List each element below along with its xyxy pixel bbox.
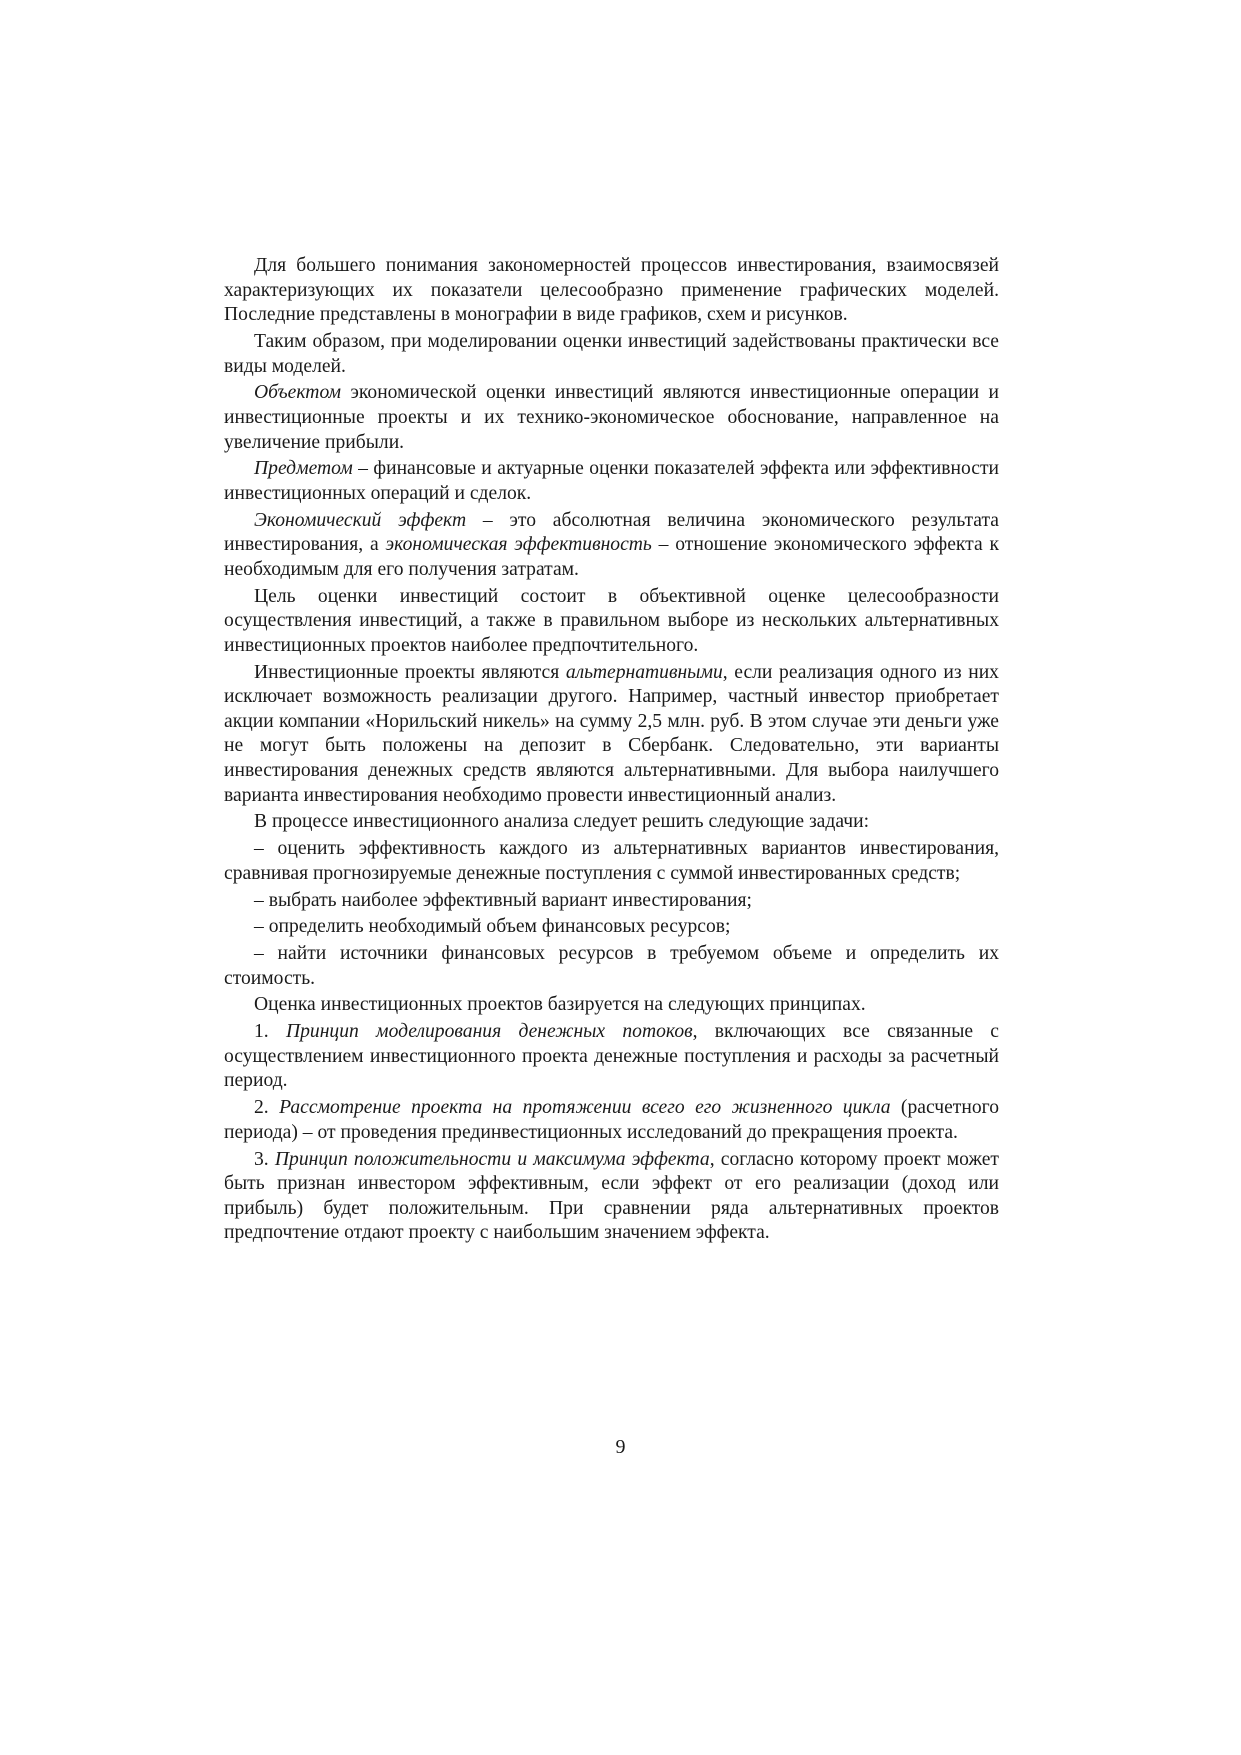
- text-run: – финансовые и актуарные оценки показателей эффекта или эффективности инвестиционных операций и сделок.: [224, 458, 999, 504]
- text-run: 3.: [254, 1148, 275, 1170]
- list-item: [224, 889, 999, 914]
- text-run: – это абсолютная величина экономического результата инвестирования, а: [224, 509, 999, 556]
- text-run: (расчетного периода) – от проведения прединвестиционных исследований до прекращения проекта.: [224, 1097, 999, 1143]
- italic-term: экономическая эффективность: [385, 534, 652, 556]
- paragraph: [224, 330, 999, 379]
- paragraph: [224, 254, 999, 328]
- text-run: В процессе инвестиционного анализа следует решить следующие задачи:: [254, 811, 870, 833]
- text-run: , согласно которому проект может быть признан инвестором эффективным, если эффект от его реализации (доход или прибыль) будет положительным. При сравнении ряда альтернативных проектов предпочтение отдают проекту с наибольшим значением эффекта.: [224, 1148, 999, 1244]
- italic-term: альтернативными: [565, 661, 723, 683]
- italic-term: Рассмотрение проекта на протяжении всего его жизненного цикла: [279, 1097, 891, 1119]
- paragraph: [224, 381, 999, 455]
- italic-term: Объектом: [254, 382, 341, 404]
- paragraph: [224, 661, 999, 809]
- italic-term: Предметом: [254, 458, 353, 480]
- paragraph: [224, 1148, 999, 1246]
- text-run: Таким образом, при моделировании оценки инвестиций задействованы практически все виды моделей.: [224, 330, 999, 377]
- text-run: Инвестиционные проекты являются: [254, 661, 566, 683]
- text-run: Цель оценки инвестиций состоит в объективной оценке целесообразности осуществления инвестиций, а также в правильном выборе из нескольких альтернативных инвестиционных проектов наиболее предпочтительного.: [224, 585, 999, 656]
- text-run: , если реализация одного из них исключает возможность реализации другого. Например, частный инвестор приобретает акции компании «Норильский никель» на сумму 2,5 млн. руб. В этом случае эти деньги уже не могут быть положены на депозит в Сбербанк. Следовательно, эти варианты инвестирования денежных средств являются альтернативными. Для выбора наилучшего варианта инвестирования необходимо провести инвестиционный анализ.: [224, 661, 999, 806]
- paragraph: [224, 509, 999, 583]
- text-run: – определить необходимый объем финансовых ресурсов;: [254, 916, 731, 938]
- text-run: – найти источники финансовых ресурсов в требуемом объеме и определить их стоимость.: [224, 943, 999, 989]
- paragraph: [224, 1020, 999, 1094]
- paragraph: [224, 1096, 999, 1145]
- text-run: Для большего понимания закономерностей процессов инвестирования, взаимосвязей характеризующих их показатели целесообразно применение графических моделей. Последние представлены в монографии в виде графиков, схем и рисунков.: [224, 255, 999, 326]
- italic-term: Принцип моделирования денежных потоков: [285, 1021, 693, 1043]
- paragraph: [224, 585, 999, 659]
- page-number: 9: [615, 1436, 626, 1458]
- italic-term: Принцип положительности и максимума эффекта: [274, 1148, 710, 1170]
- text-run: , включающих все связанные с осуществлением инвестиционного проекта денежные поступления и расходы за расчетный период.: [224, 1021, 999, 1092]
- text-run: – оценить эффективность каждого из альтернативных вариантов инвестирования, сравнивая прогнозируемые денежные поступления с суммой инвестированных средств;: [224, 838, 999, 884]
- list-item: [224, 837, 999, 886]
- text-run: – выбрать наиболее эффективный вариант инвестирования;: [254, 889, 752, 911]
- text-run: Оценка инвестиционных проектов базируется на следующих принципах.: [254, 994, 866, 1016]
- paragraph: [224, 810, 999, 835]
- list-item: [224, 915, 999, 940]
- text-run: экономической оценки инвестиций являются инвестиционные операции и инвестиционные проекты и их технико-экономическое обоснование, направленное на увеличение прибыли.: [224, 382, 999, 453]
- paragraph: [224, 457, 999, 506]
- text-run: 1.: [254, 1021, 286, 1043]
- text-run: 2.: [254, 1097, 280, 1119]
- text-run: – отношение экономического эффекта к необходимым для его получения затратам.: [224, 534, 999, 580]
- list-item: [224, 942, 999, 991]
- italic-term: Экономический эффект: [254, 509, 467, 531]
- body-text: [224, 254, 999, 1248]
- paragraph: [224, 993, 999, 1018]
